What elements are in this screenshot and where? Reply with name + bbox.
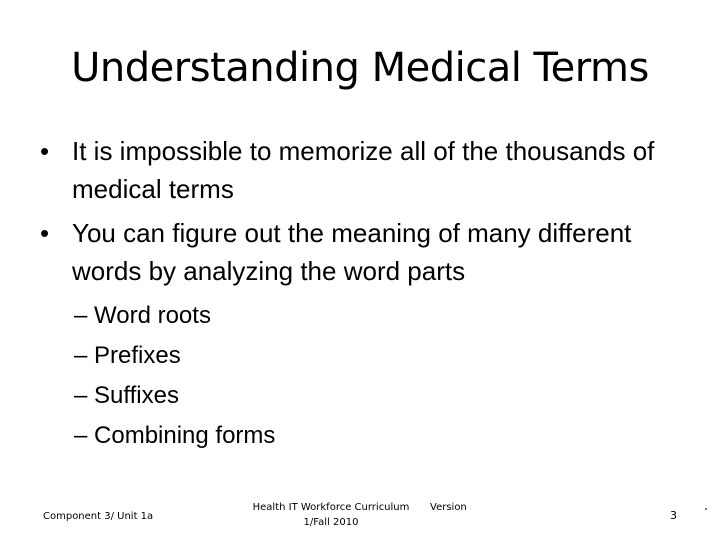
page-number: 3 (670, 509, 677, 522)
footer-version: Version (430, 502, 467, 513)
bullet-item (40, 214, 700, 290)
bullet-list (40, 132, 700, 296)
bullet-text: You can figure out the meaning of many different words by analyzing the word parts (72, 218, 632, 286)
corner-dot (705, 508, 707, 510)
sub-bullet-word-roots: – Word roots (74, 302, 211, 329)
footer-component: Component 3/ Unit 1a (43, 511, 154, 522)
sub-bullet-list (74, 296, 275, 456)
sub-bullet-suffixes: – Suffixes (74, 382, 179, 409)
bullet-icon: • (40, 136, 50, 166)
bullet-text: It is impossible to memorize all of the thousands of medical terms (72, 136, 655, 204)
sub-bullet-prefixes: – Prefixes (74, 342, 181, 369)
bullet-item (40, 132, 700, 208)
sub-bullet-combining-forms: – Combining forms (74, 422, 276, 449)
slide-title: Understanding Medical Terms (71, 45, 649, 91)
bullet-icon: • (40, 218, 50, 248)
footer-curriculum: Health IT Workforce Curriculum 1/Fall 2010 (252, 502, 410, 528)
